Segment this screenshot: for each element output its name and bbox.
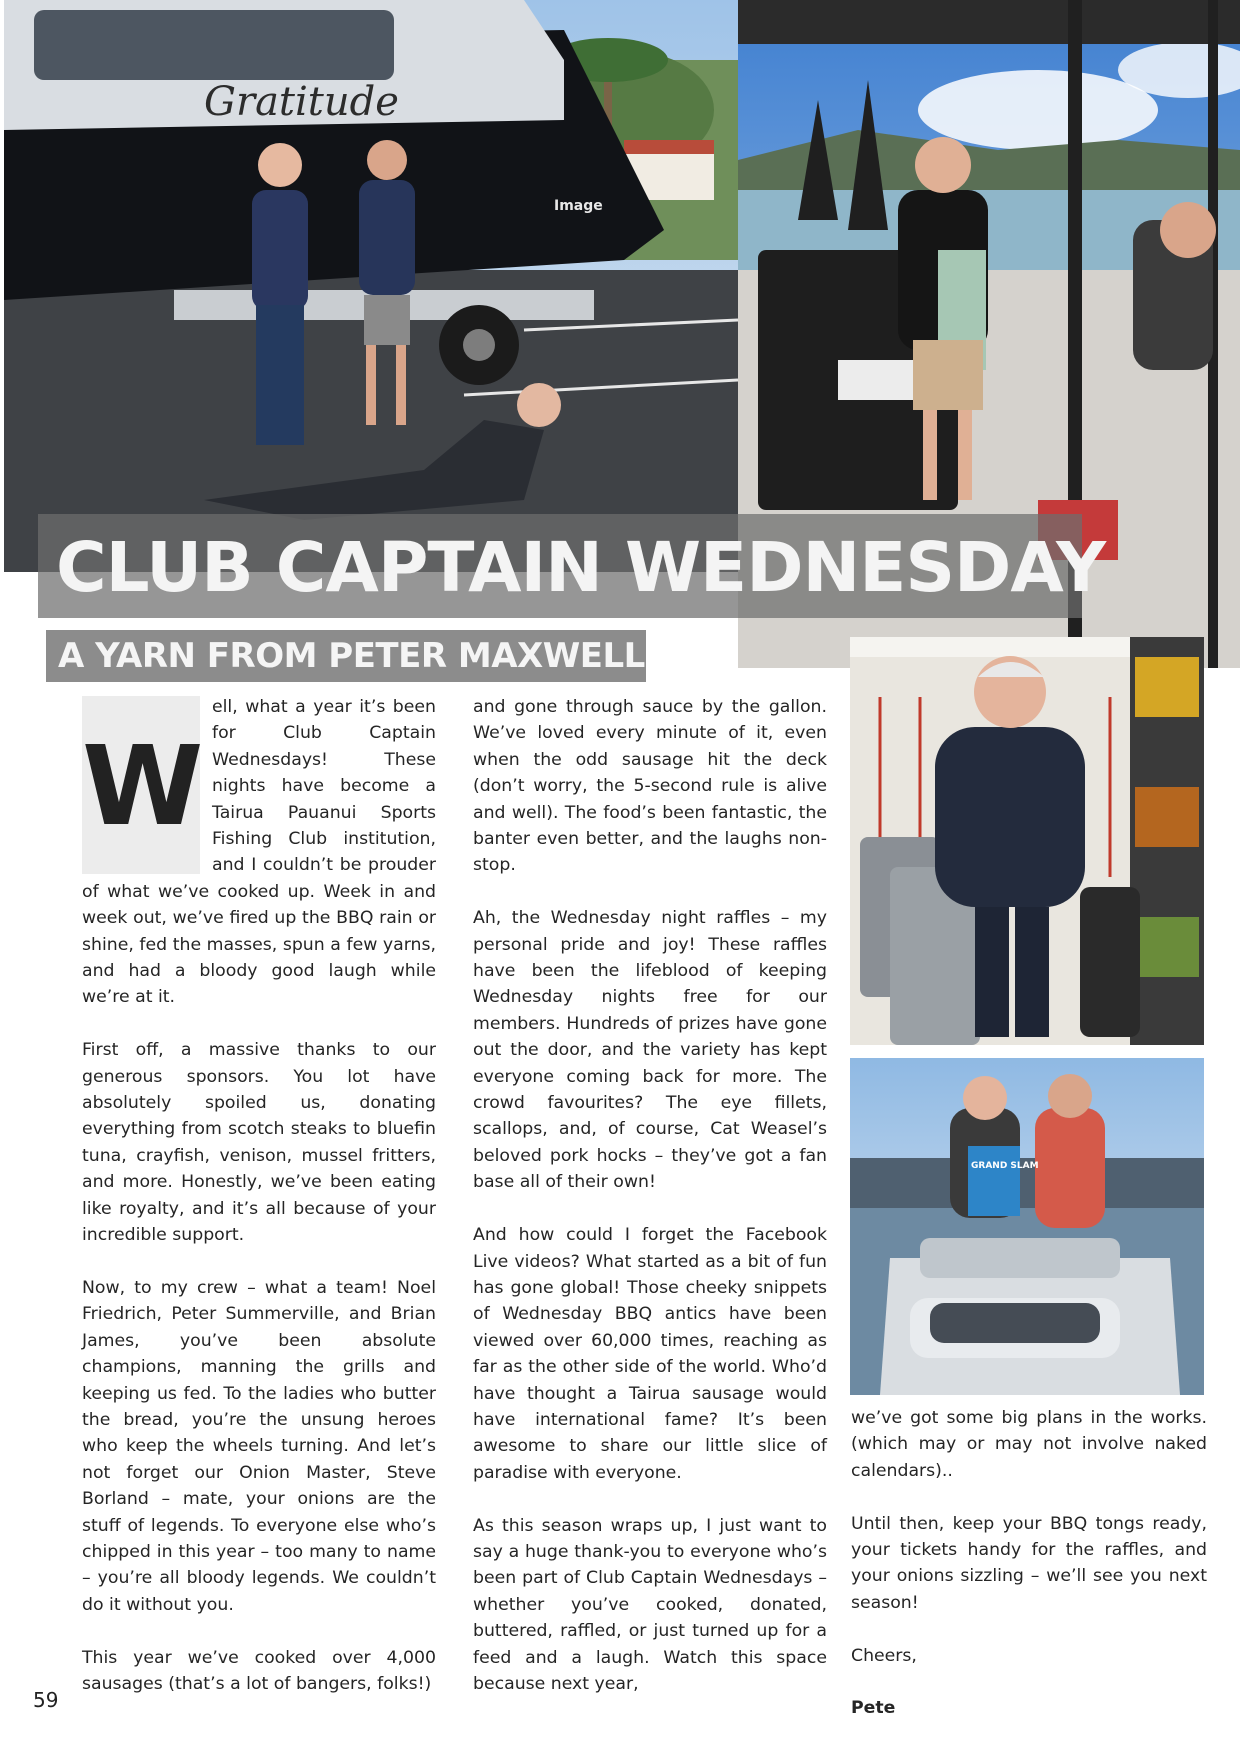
author-name: Pete [851,1698,896,1719]
article-column-2 [473,694,827,1724]
article-paragraph: Until then, keep your BBQ tongs ready, your tickets handy for the raffles, and your onions sizzling – we’ll see you next season! [851,1513,1207,1613]
photo-grand-slam-boat [850,1058,1204,1395]
article-paragraph: Now, to my crew – what a team! Noel Friedrich, Peter Summerville, and Brian James, you’ve been absolute champions, manning the grills and keeping us fed. To the ladies who butter the bread, you’re the unsung heroes who keep the wheels turning. And let’s not forget our Onion Master, Steve Borland – mate, your onions are the stuff of legends. To everyone else who’s chipped in this year – too many to name – you’re all bloody legends. We couldn’t do it without you. [82,1277,436,1615]
photo-boat-trailer [4,0,738,572]
page-subtitle: A YARN FROM PETER MAXWELL [58,636,645,676]
grand-slam-boat-illustration [850,1058,1204,1395]
boat-trailer-illustration [4,0,738,572]
article-paragraph: Ah, the Wednesday night raffles – my personal pride and joy! These raffles have been the lifeblood of keeping Wednesday nights free for our members. Hundreds of prizes have gone out the door, and the variety has kept everyone coming back for more. The crowd favourites? The eye fillets, scallops, and, of course, Cat Weasel’s beloved pork hocks – they’ve got a fan base all of their own! [473,908,827,1193]
signoff-name [851,1695,1207,1721]
cooler-room-illustration [850,637,1204,1045]
article-paragraph: and gone through sauce by the gallon. We’ve loved every minute of it, even when the odd sausage hit the deck (don’t worry, the 5-second rule is alive and well). The food’s been fantastic, the banter even better, and the laughs non-stop. [473,697,827,876]
article-column-1 [82,694,436,1724]
signoff-cheers: Cheers, [851,1645,917,1666]
article-paragraph: As this season wraps up, I just want to say a huge thank-you to everyone who’s been part of Club Captain Wednesdays – whether you’ve cooked, donated, buttered, raffled, or just turned up for a feed and a laugh. Watch this space because next year, [473,1515,827,1694]
grand-slam-sign-text: GRAND SLAM [971,1161,1039,1171]
page-title: CLUB CAPTAIN WEDNESDAY [56,528,1106,608]
article-paragraph: First off, a massive thanks to our generous sponsors. You lot have absolutely spoiled us, donating everything from scotch steaks to bluefin tuna, crayfish, venison, mussel fritters, and more. Honestly, we’ve been eating like royalty, and it’s all because of your incredible support. [82,1040,436,1246]
boat-name-text: Gratitude [204,79,399,125]
photo-cooler-room [850,637,1204,1045]
page-number: 59 [33,1688,59,1712]
article-column-3 [851,1405,1207,1748]
article-paragraph: And how could I forget the Facebook Live videos? What started as a bit of fun has gone global! Those cheeky snippets of Wednesday BBQ antics have been viewed over 60,000 times, reaching as far as the other side of the world. Who’d have thought a Tairua sausage would have international fame? It’s been awesome to share our little slice of paradise with everyone. [473,1225,827,1483]
drop-cap: W [82,696,200,874]
article-paragraph: we’ve got some big plans in the works. (which may or may not involve naked calendars).. [851,1408,1207,1481]
article-paragraph: This year we’ve cooked over 4,000 sausages (that’s a lot of bangers, folks!) [82,1647,436,1694]
boat-brand-text: Image [554,198,603,214]
article-paragraph: ell, what a year it’s been for Club Captain Wednesdays! These nights have become a Tairua Pauanui Sports Fishing Club institution, and I couldn’t be prouder of what we’ve cooked up. Week in and week out, we’ve fired up the BBQ rain or shine, fed the masses, spun a few yarns, and had a bloody good laugh while we’re at it. [82,697,436,1008]
